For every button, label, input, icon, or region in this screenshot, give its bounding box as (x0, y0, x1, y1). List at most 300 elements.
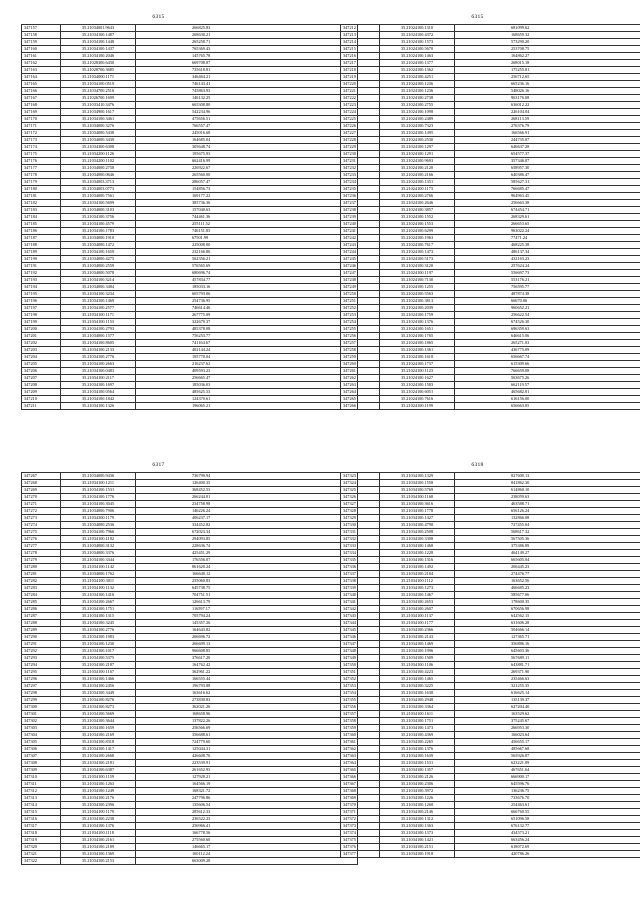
table-row (341, 788, 640, 795)
table-row (22, 333, 358, 340)
id-cell: 347319 (22, 837, 61, 844)
reference-cell: 35.21034100.3245 (61, 620, 136, 627)
id-cell: 347342 (341, 606, 380, 613)
id-cell: 347243 (341, 242, 380, 249)
value-cell: 456655.17 (455, 739, 640, 746)
table-row (22, 599, 358, 606)
table-row (22, 592, 358, 599)
reference-cell: 35.21024100.1377 (380, 60, 455, 67)
table-panel-4 (340, 462, 615, 858)
value-cell: 676132.77 (455, 823, 640, 830)
id-cell: 347197 (22, 305, 61, 312)
id-cell: 347160 (22, 46, 61, 53)
id-cell: 347171 (22, 123, 61, 130)
table-row (341, 683, 640, 690)
value-cell: 256966.41 (136, 823, 358, 830)
value-cell: 146226.24 (136, 508, 358, 515)
reference-cell: 35.21034100.1751 (61, 606, 136, 613)
reference-cell: 35.21034200.1102 (61, 158, 136, 165)
value-cell: 268113.59 (455, 116, 640, 123)
value-cell: 464149.27 (455, 550, 640, 557)
reference-cell: 35.21024100.1583 (380, 382, 455, 389)
table-row (22, 774, 358, 781)
reference-cell: 35.21034000.5078 (61, 270, 136, 277)
reference-cell: 35.21034000.9436 (61, 473, 136, 480)
value-cell: 727455.04 (455, 522, 640, 529)
value-cell: 225008.00 (136, 242, 358, 249)
reference-cell: 35.21034100.2577 (61, 305, 136, 312)
reference-cell: 35.21034100.2133 (61, 347, 136, 354)
id-cell: 347198 (22, 312, 61, 319)
table-row (22, 613, 358, 620)
value-cell: 656663.05 (455, 403, 640, 410)
reference-cell: 35.21034100.3756 (61, 214, 136, 221)
id-cell: 347161 (22, 53, 61, 60)
id-cell: 347275 (22, 529, 61, 536)
reference-cell: 35.21034100.1468 (380, 543, 455, 550)
id-cell: 347167 (22, 95, 61, 102)
value-cell: 640386.47 (455, 172, 640, 179)
table-row (341, 718, 640, 725)
table-row (341, 74, 640, 81)
reference-cell: 35.21034100.2146 (380, 809, 455, 816)
reference-cell: 35.21034100.1315 (61, 613, 136, 620)
reference-cell: 35.21034100.4798 (380, 522, 455, 529)
table-row (22, 683, 358, 690)
table-row (341, 333, 640, 340)
value-cell: 756595.77 (455, 284, 640, 291)
table-row (341, 396, 640, 403)
value-cell: 568617.32 (455, 529, 640, 536)
value-cell: 696359.63 (455, 326, 640, 333)
table-row (22, 382, 358, 389)
reference-cell: 35.21034100.2153 (61, 858, 136, 865)
id-cell: 347217 (341, 60, 380, 67)
table-row (22, 340, 358, 347)
reference-cell: 35.21034100.5769 (380, 487, 455, 494)
table-row (341, 648, 640, 655)
value-cell: 614860.10 (455, 487, 640, 494)
id-cell: 347375 (341, 837, 380, 844)
reference-cell: 35.21034001.9643 (61, 25, 136, 32)
value-cell: 563675.26 (455, 375, 640, 382)
value-cell: 645738.75 (136, 585, 358, 592)
reference-cell: 35.21024100.1310 (380, 25, 455, 32)
table-row (22, 746, 358, 753)
value-cell: 562356.21 (136, 256, 358, 263)
reference-cell: 35.21034900.1617 (61, 109, 136, 116)
reference-cell: 35.21034100.2456 (61, 683, 136, 690)
reference-cell: 35.21034100.2046 (61, 53, 136, 60)
value-cell: 274476.77 (455, 571, 640, 578)
table-row (341, 298, 640, 305)
table-row (22, 522, 358, 529)
id-cell: 347360 (341, 732, 380, 739)
reference-cell: 35.21034100.1326 (61, 403, 136, 410)
value-cell: 425451.29 (136, 550, 358, 557)
reference-cell: 35.21034100.1369 (61, 851, 136, 858)
reference-cell: 35.21024100.7616 (380, 396, 455, 403)
id-cell: 347303 (22, 725, 61, 732)
id-cell: 347374 (341, 830, 380, 837)
reference-cell: 35.21024100.1651 (380, 326, 455, 333)
id-cell: 347200 (22, 326, 61, 333)
id-cell: 347239 (341, 214, 380, 221)
value-cell: 963022.24 (455, 228, 640, 235)
id-cell: 347204 (22, 354, 61, 361)
value-cell: 285612.33 (136, 809, 358, 816)
id-cell: 347241 (341, 228, 380, 235)
table-row (341, 627, 640, 634)
id-cell: 347291 (22, 641, 61, 648)
value-cell: 276376.79 (455, 123, 640, 130)
id-cell: 347248 (341, 277, 380, 284)
table-row (341, 725, 640, 732)
reference-cell: 35.21028300.6430 (61, 60, 136, 67)
value-cell: 127928.21 (136, 774, 358, 781)
reference-cell: 35.21034100.4579 (61, 221, 136, 228)
reference-cell: 35.21034100.1492 (380, 564, 455, 571)
value-cell: 265560.00 (136, 172, 358, 179)
reference-cell: 35.21034100.1363 (380, 823, 455, 830)
id-cell: 347201 (22, 333, 61, 340)
value-cell: 420786.26 (455, 851, 640, 858)
value-cell: 256663.38 (455, 200, 640, 207)
reference-cell: 35.21034100.1171 (61, 312, 136, 319)
reference-cell: 35.21034003.0773 (61, 186, 136, 193)
data-table (340, 472, 640, 858)
value-cell: 256665.47 (136, 375, 358, 382)
value-cell: 357346.07 (455, 158, 640, 165)
reference-cell: 35.21024100.4251 (380, 74, 455, 81)
value-cell: 268630.21 (136, 32, 358, 39)
value-cell: 662416.99 (136, 158, 358, 165)
reference-cell: 35.21034100.2508 (380, 529, 455, 536)
reference-cell: 35.21034100.1142 (61, 564, 136, 571)
value-cell: 576565.69 (136, 263, 358, 270)
id-cell: 347351 (341, 669, 380, 676)
table-row (22, 256, 358, 263)
table-row (22, 25, 358, 32)
data-table (21, 472, 358, 865)
reference-cell: 35.21034100.1153 (61, 319, 136, 326)
id-cell: 347263 (341, 382, 380, 389)
table-row (341, 690, 640, 697)
id-cell: 347264 (341, 389, 380, 396)
id-cell: 347335 (341, 557, 380, 564)
id-cell: 347314 (22, 802, 61, 809)
id-cell: 347354 (341, 690, 380, 697)
table-row (341, 207, 640, 214)
table-row (341, 25, 640, 32)
table-row (22, 291, 358, 298)
id-cell: 347344 (341, 620, 380, 627)
table-row (22, 781, 358, 788)
value-cell: 269371.90 (455, 669, 640, 676)
data-table (21, 24, 358, 410)
reference-cell: 35.21034100.2653 (380, 599, 455, 606)
reference-cell: 35.21024100.1473 (380, 249, 455, 256)
value-cell: 385736.36 (136, 200, 358, 207)
table-row (341, 228, 640, 235)
table-row (341, 473, 640, 480)
id-cell: 347266 (341, 403, 380, 410)
value-cell: 663009.28 (136, 858, 358, 865)
id-cell: 347231 (341, 158, 380, 165)
value-cell: 567505.36 (455, 536, 640, 543)
value-cell: 266825.83 (136, 25, 358, 32)
value-cell: 662119.57 (455, 382, 640, 389)
reference-cell: 35.21024100.1865 (380, 340, 455, 347)
id-cell: 347252 (341, 305, 380, 312)
reference-cell: 35.21024100.2489 (380, 116, 455, 123)
table-row (22, 690, 358, 697)
table-row (341, 403, 640, 410)
value-cell: 166778.56 (136, 830, 358, 837)
reference-cell: 35.21034100.1211 (61, 480, 136, 487)
id-cell: 347299 (22, 697, 61, 704)
table-row (22, 165, 358, 172)
value-cell: 322679.37 (136, 319, 358, 326)
value-cell: 432163.23 (455, 256, 640, 263)
panel-title: 6315 (152, 14, 165, 20)
value-cell: 486137.34 (455, 249, 640, 256)
id-cell: 347179 (22, 179, 61, 186)
reference-cell: 35.21034100.8318 (61, 739, 136, 746)
id-cell: 347203 (22, 347, 61, 354)
reference-cell: 35.21034100.1778 (380, 508, 455, 515)
reference-cell: 35.21034100.2265 (380, 739, 455, 746)
reference-cell: 35.21034100.2607 (380, 606, 455, 613)
id-cell: 347285 (22, 599, 61, 606)
value-cell: 467651.64 (455, 767, 640, 774)
table-row (341, 606, 640, 613)
reference-cell: 35.21024100.1173 (380, 186, 455, 193)
table-row (22, 319, 358, 326)
reference-cell: 35.21024100.1098 (380, 109, 455, 116)
id-cell: 347190 (22, 256, 61, 263)
id-cell: 347333 (341, 543, 380, 550)
reference-cell: 35.21034100.1179 (61, 809, 136, 816)
reference-cell: 35.21034100.1467 (380, 592, 455, 599)
reference-cell: 35.21024100.1376 (380, 319, 455, 326)
value-cell: 244735.07 (455, 137, 640, 144)
reference-cell: 35.21024100.1297 (380, 144, 455, 151)
value-cell: 266653.65 (455, 221, 640, 228)
id-cell: 347183 (22, 207, 61, 214)
table-row (341, 613, 640, 620)
value-cell: 66670.06 (455, 298, 640, 305)
table-row (341, 53, 640, 60)
table-row (341, 816, 640, 823)
table-row (341, 46, 640, 53)
value-cell: 666760.55 (455, 809, 640, 816)
table-row (22, 312, 358, 319)
id-cell: 347205 (22, 361, 61, 368)
id-cell: 347181 (22, 193, 61, 200)
id-cell: 347271 (22, 501, 61, 508)
table-row (22, 109, 358, 116)
reference-cell: 35.21034100.1017 (61, 648, 136, 655)
id-cell: 347298 (22, 690, 61, 697)
reference-cell: 35.21034100.2126 (380, 774, 455, 781)
table-row (22, 158, 358, 165)
table-row (341, 837, 640, 844)
value-cell: 146132.25 (136, 95, 358, 102)
value-cell: 375245.67 (455, 718, 640, 725)
reference-cell: 35.21034100.1182 (61, 536, 136, 543)
reference-cell: 35.21034100.1842 (61, 396, 136, 403)
table-row (22, 571, 358, 578)
table-row (341, 32, 640, 39)
id-cell: 347278 (22, 550, 61, 557)
id-cell: 347184 (22, 214, 61, 221)
id-cell: 347274 (22, 522, 61, 529)
table-panel-1 (21, 14, 296, 410)
reference-cell: 35.21034300.6308 (61, 144, 136, 151)
value-cell: 651096.58 (455, 816, 640, 823)
table-row (22, 102, 358, 109)
value-cell: 565926.87 (455, 753, 640, 760)
table-row (341, 249, 640, 256)
value-cell: 185036.03 (136, 382, 358, 389)
table-row (341, 81, 640, 88)
id-cell: 347234 (341, 179, 380, 186)
table-row (341, 830, 640, 837)
reference-cell: 35.21034000.3439 (61, 137, 136, 144)
reference-cell: 35.21034100.1659 (61, 249, 136, 256)
value-cell: 238059.63 (455, 494, 640, 501)
table-row (341, 795, 640, 802)
value-cell: 658957.30 (455, 165, 640, 172)
table-row (22, 123, 358, 130)
id-cell: 347256 (341, 333, 380, 340)
table-row (341, 676, 640, 683)
value-cell: 735618.81 (136, 67, 358, 74)
id-cell: 347169 (22, 109, 61, 116)
table-row (341, 375, 640, 382)
reference-cell: 35.21034100.1558 (380, 480, 455, 487)
table-row (22, 557, 358, 564)
table-row (22, 137, 358, 144)
id-cell: 347219 (341, 74, 380, 81)
id-cell: 347209 (22, 389, 61, 396)
value-cell: 744461.36 (136, 214, 358, 221)
table-row (22, 620, 358, 627)
value-cell: 680696.74 (136, 270, 358, 277)
reference-cell: 35.21034100.5699 (61, 200, 136, 207)
reference-cell: 35.21024100.1123 (380, 368, 455, 375)
id-cell: 347294 (22, 662, 61, 669)
value-cell: 163529.62 (455, 711, 640, 718)
table-row (341, 382, 640, 389)
id-cell: 347186 (22, 228, 61, 235)
reference-cell: 35.21034100.3344 (61, 557, 136, 564)
id-cell: 347225 (341, 116, 380, 123)
value-cell: 623221.09 (455, 760, 640, 767)
id-cell: 347305 (22, 739, 61, 746)
value-cell: 766659.08 (455, 368, 640, 375)
value-cell: 273830.83 (136, 697, 358, 704)
table-row (22, 634, 358, 641)
table-row (341, 130, 640, 137)
table-row (22, 242, 358, 249)
value-cell: 642562.15 (455, 613, 640, 620)
value-cell: 681099.62 (455, 25, 640, 32)
table-row (22, 704, 358, 711)
value-cell: 841862.30 (455, 480, 640, 487)
value-cell: 164643.82 (136, 627, 358, 634)
value-cell: 228636.74 (136, 543, 358, 550)
table-row (341, 760, 640, 767)
table-row (22, 494, 358, 501)
reference-cell: 35.21034100.3045 (61, 501, 136, 508)
reference-cell: 35.21024100.1618 (380, 354, 455, 361)
reference-cell: 35.21034000.2559 (61, 263, 136, 270)
id-cell: 347293 (22, 655, 61, 662)
id-cell: 347273 (22, 515, 61, 522)
reference-cell: 35.21034100.2151 (380, 844, 455, 851)
value-cell: 256712.65 (455, 74, 640, 81)
reference-cell: 35.21034100.3449 (61, 690, 136, 697)
id-cell: 347245 (341, 256, 380, 263)
reference-cell: 35.21034100.1531 (61, 487, 136, 494)
id-cell: 347302 (22, 718, 61, 725)
value-cell: 963176.08 (455, 95, 640, 102)
id-cell: 347188 (22, 242, 61, 249)
value-cell: 206445.23 (455, 564, 640, 571)
value-cell: 573290.20 (455, 39, 640, 46)
id-cell: 347312 (22, 788, 61, 795)
table-row (341, 186, 640, 193)
value-cell: 646637.28 (455, 144, 640, 151)
id-cell: 347180 (22, 186, 61, 193)
value-cell: 256622.54 (455, 312, 640, 319)
reference-cell: 35.21034100.5669 (61, 711, 136, 718)
value-cell: 125044.31 (136, 746, 358, 753)
value-cell: 196065.21 (136, 403, 358, 410)
table-row (22, 305, 358, 312)
value-cell: 254463.61 (455, 802, 640, 809)
id-cell: 347345 (341, 627, 380, 634)
value-cell: 585627.31 (455, 179, 640, 186)
value-cell: 663456.24 (455, 837, 640, 844)
table-row (22, 753, 358, 760)
reference-cell: 35.21034100.1448 (61, 39, 136, 46)
value-cell: 485378.08 (136, 326, 358, 333)
value-cell: 245016.68 (136, 130, 358, 137)
reference-cell: 35.21034003.3713 (61, 179, 136, 186)
id-cell: 347332 (341, 536, 380, 543)
value-cell: 665308.80 (136, 102, 358, 109)
value-cell: 176556.07 (136, 557, 358, 564)
id-cell: 347326 (341, 494, 380, 501)
value-cell: 615309.66 (455, 361, 640, 368)
table-row (22, 88, 358, 95)
value-cell: 409593.23 (136, 368, 358, 375)
table-row (22, 67, 358, 74)
value-cell: 163616.62 (136, 690, 358, 697)
reference-cell: 35.21034100.4369 (380, 732, 455, 739)
reference-cell: 35.21024100.2738 (380, 95, 455, 102)
table-row (22, 347, 358, 354)
table-row (341, 200, 640, 207)
value-cell: 164566.19 (136, 781, 358, 788)
id-cell: 347253 (341, 312, 380, 319)
table-row (22, 858, 358, 865)
reference-cell: 35.21034300.1179 (61, 515, 136, 522)
reference-cell: 35.21034100.1783 (61, 228, 136, 235)
